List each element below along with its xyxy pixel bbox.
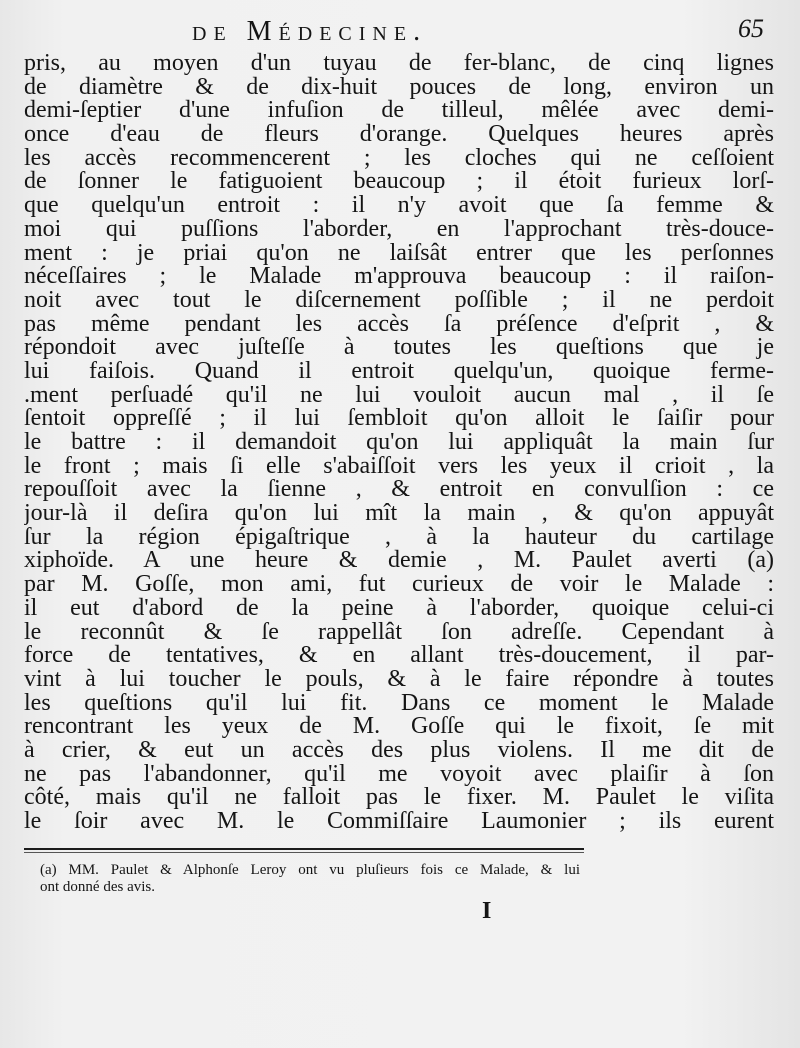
text-line: .ment perſuadé qu'il ne lui vouloit aucun mal , il ſe (24, 383, 774, 408)
footnote-rule (24, 848, 584, 850)
signature-mark: I (482, 898, 492, 924)
text-line: demi-ſeptier d'une infuſion de tilleul, mêlée avec demi- (24, 99, 774, 124)
text-line: noit avec tout le diſcernement poſſible ; il ne perdoit (24, 288, 774, 313)
text-line: côté, mais qu'il ne falloit pas le fixer. M. Paulet le viſita (24, 786, 774, 810)
text-line: moi qui puſſions l'aborder, en l'approchant très-douce- (24, 217, 774, 242)
text-line: néceſſaires ; le Malade m'approuva beaucoup : il raiſon- (24, 265, 774, 289)
footnote (40, 862, 580, 896)
text-line: ne pas l'abandonner, qu'il me voyoit avec plaiſir à ſon (24, 762, 774, 787)
text-line: le ſoir avec M. le Commiſſaire Laumonier ; ils eurent (24, 810, 774, 834)
text-line: lui faiſois. Quand il entroit quelqu'un, quoique ferme- (24, 359, 774, 384)
text-line: le reconnût & ſe rappellât ſon adreſſe. Cependant à (24, 620, 774, 645)
text-line: xiphoïde. A une heure & demie , M. Paulet averti (a) (24, 549, 774, 574)
text-line: force de tentatives, & en allant très-doucement, il par- (24, 644, 774, 668)
text-line: once d'eau de fleurs d'orange. Quelques heures après (24, 123, 774, 147)
text-line: par M. Goſſe, mon ami, fut curieux de voir le Malade : (24, 573, 774, 597)
text-line: à crier, & eut un accès des plus violens. Il me dit de (24, 738, 774, 763)
text-line: les accès recommencerent ; les cloches qui ne ceſſoient (24, 146, 774, 171)
text-line: pris, au moyen d'un tuyau de fer-blanc, de cinq lignes (24, 52, 774, 76)
footnote-rule-shadow (24, 852, 584, 853)
text-line: ment : je priai qu'on ne laiſsât entrer que les perſonnes (24, 241, 774, 266)
text-line: jour-là il deſira qu'on lui mît la main , & qu'on appuyât (24, 502, 774, 526)
text-line: ſur la région épigaſtrique , à la hauteur du cartilage (24, 525, 774, 550)
text-line: il eut d'abord de la peine à l'aborder, quoique celui-ci (24, 596, 774, 621)
text-line: le front ; mais ſi elle s'abaiſſoit vers les yeux il crioit , la (24, 454, 774, 479)
footnote-line: ont donné des avis. (40, 879, 155, 895)
text-line: de ſonner le fatiguoient beaucoup ; il étoit furieux lorſ- (24, 170, 774, 195)
text-line: rencontrant les yeux de M. Goſſe qui le fixoit, ſe mit (24, 715, 774, 739)
text-line: de diamètre & de dix-huit pouces de long, environ un (24, 75, 774, 100)
text-line: les queſtions qu'il lui fit. Dans ce moment le Malade (24, 691, 774, 716)
text-line: pas même pendant les accès ſa préſence d'eſprit , & (24, 312, 774, 337)
body-text (24, 52, 774, 834)
footnote-line: (a) MM. Paulet & Alphonſe Leroy ont vu pluſieurs fois ce Malade, & lui (40, 862, 580, 878)
running-head: de Médecine. (192, 16, 428, 47)
text-line: que quelqu'un entroit : il n'y avoit que ſa femme & (24, 194, 774, 218)
page-number: 65 (738, 14, 764, 43)
page-header (0, 14, 800, 50)
text-line: vint à lui toucher le pouls, & à le faire répondre à toutes (24, 667, 774, 692)
text-line: le battre : il demandoit qu'on lui appliquât la main ſur (24, 431, 774, 455)
text-line: répondoit avec juſteſſe à toutes les queſtions que je (24, 336, 774, 360)
text-line: ſentoit oppreſſé ; il lui ſembloit qu'on alloit le ſaiſir pour (24, 407, 774, 431)
text-line: repouſſoit avec la ſienne , & entroit en convulſion : ce (24, 478, 774, 503)
